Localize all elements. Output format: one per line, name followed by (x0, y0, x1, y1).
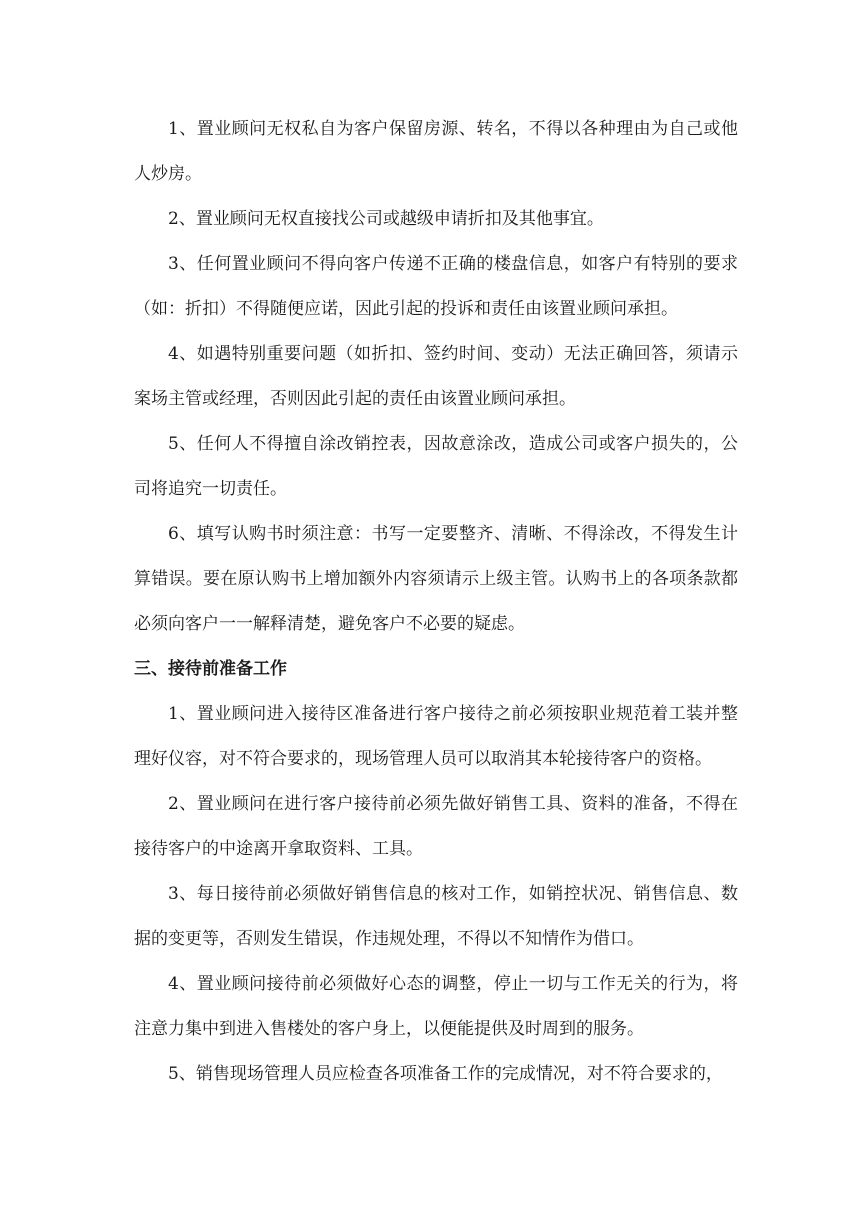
paragraph-prep-4: 4、置业顾问接待前必须做好心态的调整，停止一切与工作无关的行为，将注意力集中到进入售楼处的客户身上，以便能提供及时周到的服务。 (134, 974, 738, 1039)
paragraph-2: 2、置业顾问无权直接找公司或越级申请折扣及其他事宜。 (168, 209, 604, 229)
paragraph-4: 4、如遇特别重要问题（如折扣、签约时间、变动）无法正确回答，须请示案场主管或经理，否则因此引起的责任由该置业顾问承担。 (134, 344, 738, 409)
paragraph-1: 1、置业顾问无权私自为客户保留房源、转名，不得以各种理由为自己或他人炒房。 (134, 119, 738, 184)
paragraph-6: 6、填写认购书时须注意：书写一定要整齐、清晰、不得涂改，不得发生计算错误。要在原认购书上增加额外内容须请示上级主管。认购书上的各项条款都必须向客户一一解释清楚，避免客户不必要的疑虑。 (134, 524, 738, 634)
paragraph-prep-5: 5、销售现场管理人员应检查各项准备工作的完成情况，对不符合要求的， (168, 1064, 723, 1084)
paragraph-3: 3、任何置业顾问不得向客户传递不正确的楼盘信息，如客户有特别的要求（如：折扣）不得随便应诺，因此引起的投诉和责任由该置业顾问承担。 (134, 254, 738, 319)
paragraph-prep-1: 1、置业顾问进入接待区准备进行客户接待之前必须按职业规范着工装并整理好仪容，对不符合要求的，现场管理人员可以取消其本轮接待客户的资格。 (134, 704, 738, 769)
section-heading: 三、接待前准备工作 (134, 659, 287, 679)
paragraph-prep-2: 2、置业顾问在进行客户接待前必须先做好销售工具、资料的准备，不得在接待客户的中途离开拿取资料、工具。 (134, 794, 738, 859)
paragraph-5: 5、任何人不得擅自涂改销控表，因故意涂改，造成公司或客户损失的，公司将追究一切责任。 (134, 434, 738, 499)
paragraph-prep-3: 3、每日接待前必须做好销售信息的核对工作，如销控状况、销售信息、数据的变更等，否则发生错误，作违规处理，不得以不知情作为借口。 (134, 884, 738, 949)
